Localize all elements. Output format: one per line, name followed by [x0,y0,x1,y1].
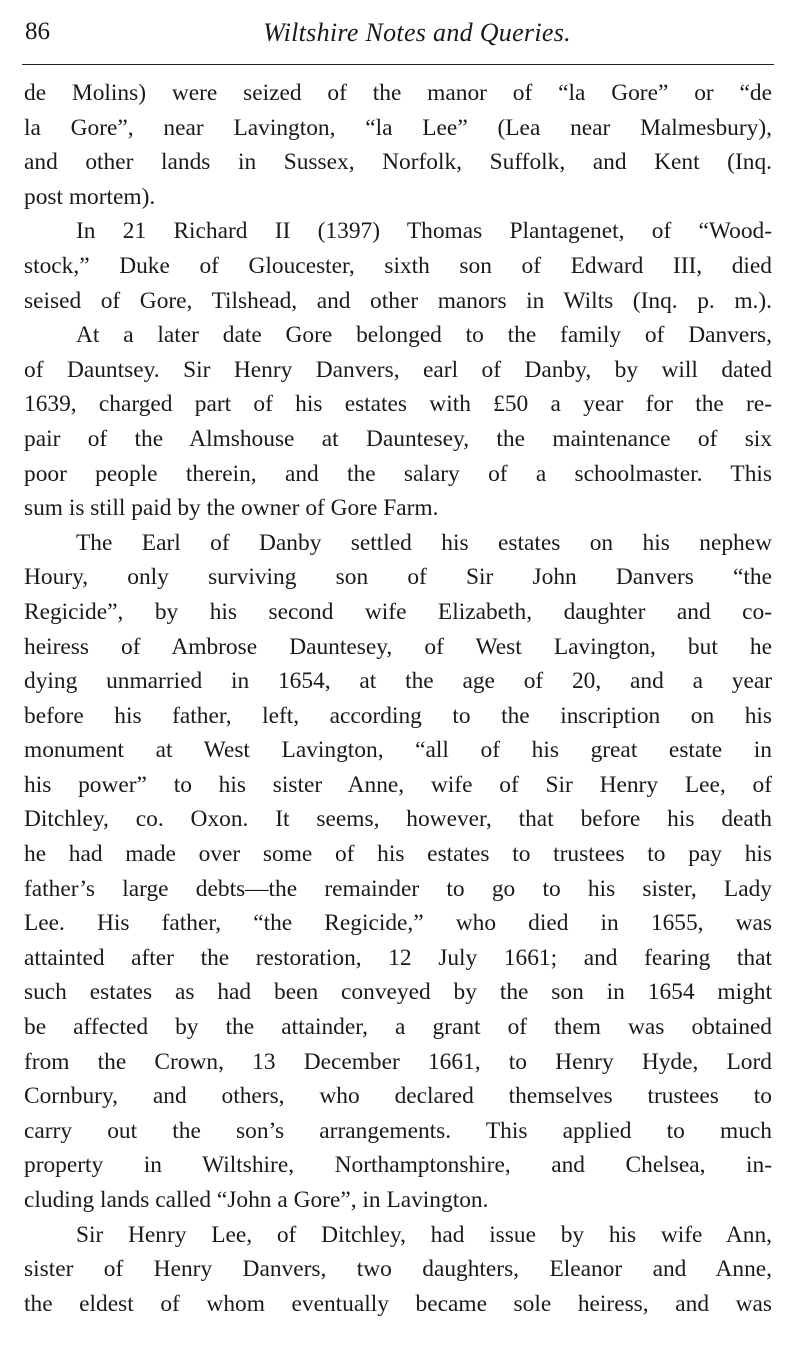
text-line: and other lands in Sussex, Norfolk, Suffolk, and Kent (Inq. [24,149,772,176]
text-line: 1639, charged part of his estates with £50 a year for the re- [24,391,772,418]
text-line: attainted after the restoration, 12 July 1661; and fearing that [24,944,772,971]
text-line: Sir Henry Lee, of Ditchley, had issue by his wife Ann, [76,1221,772,1248]
text-line: property in Wiltshire, Northamptonshire, and Chelsea, in- [24,1152,772,1179]
text-line: The Earl of Danby settled his estates on his nephew [76,529,772,556]
text-line: Lee. His father, “the Regicide,” who died in 1655, was [24,910,772,937]
text-line: such estates as had been conveyed by the son in 1654 might [24,979,772,1006]
text-line: carry out the son’s arrangements. This applied to much [24,1117,772,1144]
text-line: father’s large debts—the remainder to go to his sister, Lady [24,875,772,902]
text-line: stock,” Duke of Gloucester, sixth son of Edward III, died [24,252,772,279]
text-line: Regicide”, by his second wife Elizabeth, daughter and co- [24,598,772,625]
text-line: At a later date Gore belonged to the family of Danvers, [76,322,772,349]
text-line: from the Crown, 13 December 1661, to Henry Hyde, Lord [24,1048,772,1075]
paragraph-3 [24,318,772,526]
paragraph-4 [24,526,772,1218]
text-line: Houry, only surviving son of Sir John Danvers “the [24,564,772,591]
text-line: In 21 Richard II (1397) Thomas Plantagenet, of “Wood- [76,218,772,245]
paragraph-2 [24,214,772,318]
text-line: he had made over some of his estates to trustees to pay his [24,841,772,868]
running-header [22,14,772,54]
text-line: poor people therein, and the salary of a schoolmaster. This [24,460,772,487]
text-line: dying unmarried in 1654, at the age of 20, and a year [24,668,772,695]
text-line: the eldest of whom eventually became sole heiress, and was [24,1290,772,1317]
text-line: heiress of Ambrose Dauntesey, of West Lavington, but he [24,633,772,660]
text-line: la Gore”, near Lavington, “la Lee” (Lea near Malmesbury), [24,114,772,141]
text-line: de Molins) were seized of the manor of “la Gore” or “de [24,80,772,106]
text-line: Ditchley, co. Oxon. It seems, however, that before his death [24,806,772,833]
paragraph-5 [24,1218,772,1322]
text-line: of Dauntsey. Sir Henry Danvers, earl of Danby, by will dated [24,356,772,383]
text-line: sister of Henry Danvers, two daughters, Eleanor and Anne, [24,1256,772,1283]
header-rule [22,64,774,65]
text-line: pair of the Almshouse at Dauntesey, the maintenance of six [24,425,772,452]
text-line: post mortem). [24,183,156,210]
page-number: 86 [25,18,50,45]
text-line: before his father, left, according to the inscription on his [24,702,772,729]
text-line: monument at West Lavington, “all of his great estate in [24,737,772,764]
body-text [24,76,772,1321]
text-line: be affected by the attainder, a grant of them was obtained [24,1014,772,1041]
text-line: cluding lands called “John a Gore”, in Lavington. [24,1187,489,1213]
running-title: Wiltshire Notes and Queries. [263,18,571,47]
text-line: Cornbury, and others, who declared themselves trustees to [24,1083,772,1110]
paragraph-1 [24,76,772,214]
text-line: seised of Gore, Tilshead, and other manors in Wilts (Inq. p. m.). [24,287,772,314]
text-line: his power” to his sister Anne, wife of Sir Henry Lee, of [24,771,772,798]
text-line: sum is still paid by the owner of Gore Farm. [24,495,439,522]
